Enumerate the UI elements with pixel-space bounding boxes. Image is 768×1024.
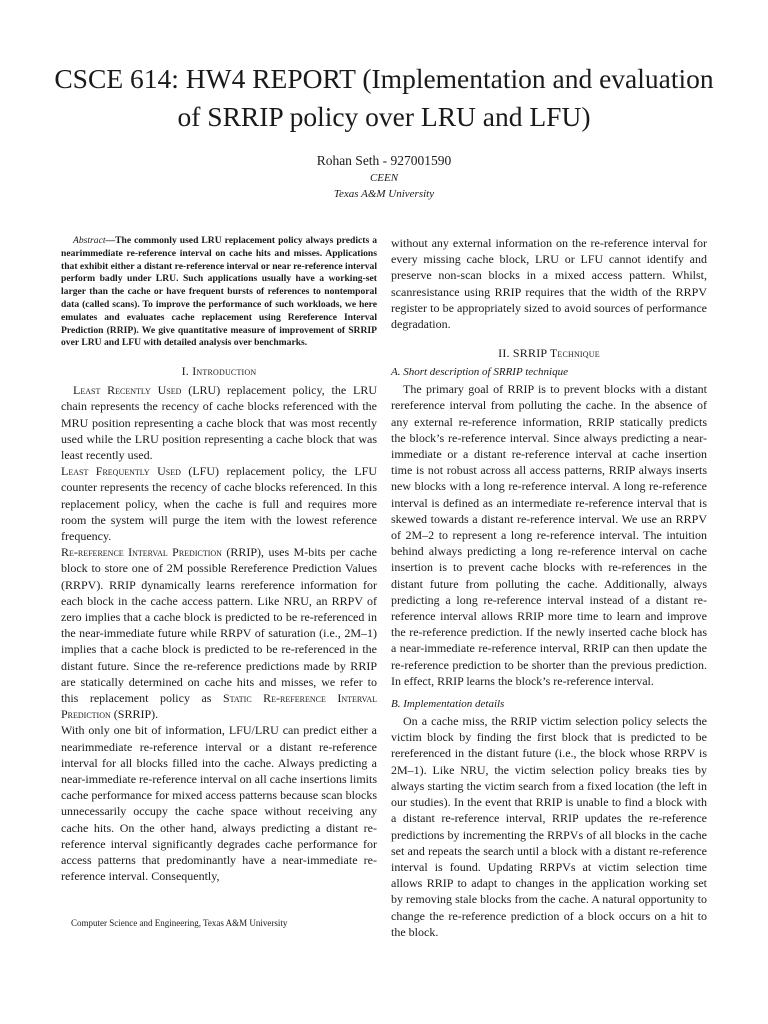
paper-title: CSCE 614: HW4 REPORT (Implementation and evaluation of SRRIP policy over LRU and LFU) [54, 63, 714, 132]
section-heading-srrip: II. SRRIP Technique [498, 346, 600, 361]
abstract [61, 235, 377, 350]
srrip-description-paragraph: The primary goal of RRIP is to prevent blocks with a distant rereference interval from polluting the cache. In the absence of any external re-reference information, RRIP statically predicts the block’s re-reference interval. Since always predicting a near-immediate or a distant re-reference interval at cache insertion time is not robust across all access patterns, RRIP always inserts new blocks with a long re-reference interval. A long re-reference interval is defined as an intermediate re-reference interval that is skewed towards a distant re-reference interval. We use an RRPV of 2M–2 to represent a long re-reference interval. The intuition behind always predicting a long re-reference interval on cache insertion is to prevent cache blocks with re-references in the distant future from polluting the cache. Additionally, always predicting a long re-reference interval instead of a distant re-reference interval allows RRIP more time to learn and improve the re-reference prediction. If the newly inserted cache block has a near-immediate re-reference interval, RRIP can then update the re-reference prediction to be shorter than the previous prediction. In effect, RRIP learns the block’s re-reference interval. [391, 382, 707, 688]
intro-paragraph-lfu [61, 463, 377, 544]
term-lru: Least Recently Used [73, 383, 182, 398]
intro-paragraph-onebit: With only one bit of information, LFU/LRU can predict either a nearimmediate re-reference interval or a distant re-reference interval for all blocks filled into the cache. Always predicting a near-immediate re-reference interval on all cache insertions limits cache performance for mixed access patterns because scan blocks unnecessarily occupy the cache space without receiving any cache hits. On the other hand, always predicting a distant re-reference interval significantly degrades cache performance for access patterns that predominantly have a near-immediate re-reference interval. Consequently, [61, 723, 377, 884]
term-rrip: Re-reference Interval Prediction [61, 545, 222, 560]
continued-paragraph: without any external information on the re-reference interval for every missing cache block, LRU or LFU cannot identify and preserve non-scan blocks in a mixed access pattern. Whilst, scanresistance using RRIP requires that the width of the RRPV register to be appropriately sized to avoid sources of performance degradation. [391, 236, 707, 332]
footnote: Computer Science and Engineering, Texas A&M University [71, 918, 288, 928]
affiliation-dept: CEEN [369, 172, 399, 184]
intro-lru-text: (LRU) replacement policy, the LRU chain represents the recency of cache blocks referenced with the MRU position representing a cache block that was most recently used while the LRU position representing a cache block that was least recently used. [61, 383, 378, 462]
intro-paragraph-rrip [61, 544, 377, 722]
right-column [391, 235, 707, 940]
term-lfu: Least Frequently Used [61, 464, 181, 479]
subsection-heading-a: A. Short description of SRRIP technique [391, 366, 568, 379]
term-srrip: Static Re-reference Interval Prediction [61, 691, 377, 722]
intro-rrip-text: (RRIP), uses M-bits per cache block to store one of 2M possible Rereference Prediction Values (RRPV). RRIP dynamically learns rereference information for each block in the cache access pattern. Like NRU, an RRPV of zero implies that a cache block is predicted to be re-referenced in the near-immediate future while RRPV of saturation (i.e., 2M–1) implies that a cache block is predicted to be re-referenced in the distant future. Since the re-reference predictions made by RRIP are statically determined on cache hits and misses, we refer to this replacement policy as [61, 545, 377, 706]
section-heading-introduction: I. Introduction [181, 364, 257, 379]
author-line: Rohan Seth - 927001590 [316, 153, 452, 168]
intro-lfu-text: (LFU) replacement policy, the LFU counter represents the recency of cache blocks referenced. In this replacement policy, when the cache is full and requires more room the system will purge the item with the lowest reference frequency. [61, 464, 377, 543]
intro-paragraph-lru [61, 382, 377, 463]
abstract-text: —The commonly used LRU replacement policy always predicts a nearimmediate re-reference interval on cache hits and misses. Applications that exhibit either a distant re-reference interval or near re-reference interval perform badly under LRU. Such applications usually have a working-set larger than the cache or have frequent bursts of references to nontemporal data (called scans). To improve the performance of such workloads, we here emulates and evaluates cache replacement using Rereference Interval Prediction (RRIP). We give quantitative measure of improvement of SRRIP over LRU and LFU with detailed analysis over benchmarks. [61, 235, 377, 349]
left-column [61, 235, 377, 884]
abstract-label: Abstract [73, 235, 106, 246]
intro-rrip-tail: (SRRIP). [110, 707, 159, 722]
subsection-heading-b: B. Implementation details [391, 698, 505, 711]
implementation-paragraph: On a cache miss, the RRIP victim selection policy selects the victim block by finding the first block that is predicted to be rereferenced in the distant future (i.e., the block whose RRPV is 2M–1). Like NRU, the victim selection policy breaks ties by always starting the victim search from a fixed location (the left in our studies). In the event that RRIP is unable to find a block with a distant re-reference interval, RRIP updates the re-reference predictions by incrementing the RRPVs of all blocks in the cache set and repeats the search until a block with a distant re-reference interval is found. Updating RRPVs at victim selection time allows RRIP to adapt to changes in the application working set by removing stale blocks from the cache. A natural opportunity to change the re-reference prediction of a block occurs on a hit to the block. [391, 714, 707, 939]
affiliation-university: Texas A&M University [333, 188, 435, 200]
